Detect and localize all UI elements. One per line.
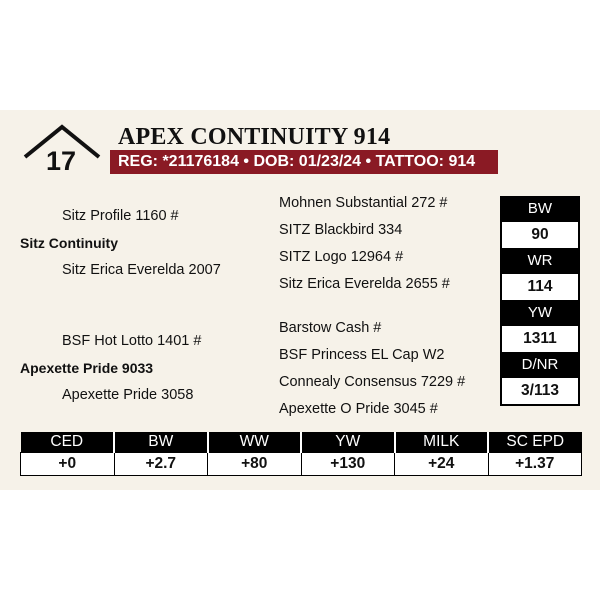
epd-header-ced: CED	[21, 432, 115, 453]
pedigree-dam: Apexette Pride 9033	[20, 360, 154, 376]
epd-header-yw: YW	[301, 432, 395, 453]
pedigree-dam-sire-sire: Barstow Cash #	[279, 320, 382, 336]
pedigree-dam-sire-dam: BSF Princess EL Cap W2	[279, 347, 445, 363]
epd-header-sc-epd: SC EPD	[488, 432, 582, 453]
pedigree-dam-sire: BSF Hot Lotto 1401 #	[62, 333, 202, 349]
epd-value-ced: +0	[21, 453, 115, 476]
stat-value-wr: 114	[500, 274, 580, 300]
pedigree-sire: Sitz Continuity	[20, 235, 118, 251]
epd-value-milk: +24	[395, 453, 489, 476]
lot-number: 17	[45, 146, 77, 176]
epd-value-yw: +130	[301, 453, 395, 476]
pedigree-sire-sire-dam: SITZ Blackbird 334	[279, 222, 403, 238]
pedigree-dam-dam-sire: Connealy Consensus 7229 #	[279, 374, 466, 390]
registration-bar: REG: *21176184 • DOB: 01/23/24 • TATTOO: 914	[110, 150, 498, 174]
pedigree-dam-dam-dam: Apexette O Pride 3045 #	[279, 401, 438, 417]
epd-value-bw: +2.7	[114, 453, 208, 476]
stat-label-dnr: D/NR	[500, 352, 580, 378]
epd-table	[20, 432, 582, 476]
epd-value-ww: +80	[208, 453, 302, 476]
epd-header-row	[21, 432, 582, 453]
epd-header-milk: MILK	[395, 432, 489, 453]
stat-label-bw: BW	[500, 196, 580, 222]
epd-value-sc-epd: +1.37	[488, 453, 582, 476]
animal-name: APEX CONTINUITY 914	[118, 124, 391, 150]
stat-value-bw: 90	[500, 222, 580, 248]
stat-label-yw: YW	[500, 300, 580, 326]
epd-header-bw: BW	[114, 432, 208, 453]
performance-stats	[500, 196, 580, 406]
pedigree-sire-dam-dam: Sitz Erica Everelda 2655 #	[279, 276, 450, 292]
stat-label-wr: WR	[500, 248, 580, 274]
epd-value-row	[21, 453, 582, 476]
pedigree-sire-sire: Sitz Profile 1160 #	[62, 208, 179, 224]
pedigree-sire-dam-sire: SITZ Logo 12964 #	[279, 249, 404, 265]
stat-value-yw: 1311	[500, 326, 580, 352]
pedigree-sire-sire-sire: Mohnen Substantial 272 #	[279, 195, 448, 211]
pedigree-dam-dam: Apexette Pride 3058	[62, 387, 194, 403]
pedigree-sire-dam: Sitz Erica Everelda 2007	[62, 262, 221, 278]
stat-value-dnr: 3/113	[500, 378, 580, 406]
epd-header-ww: WW	[208, 432, 302, 453]
